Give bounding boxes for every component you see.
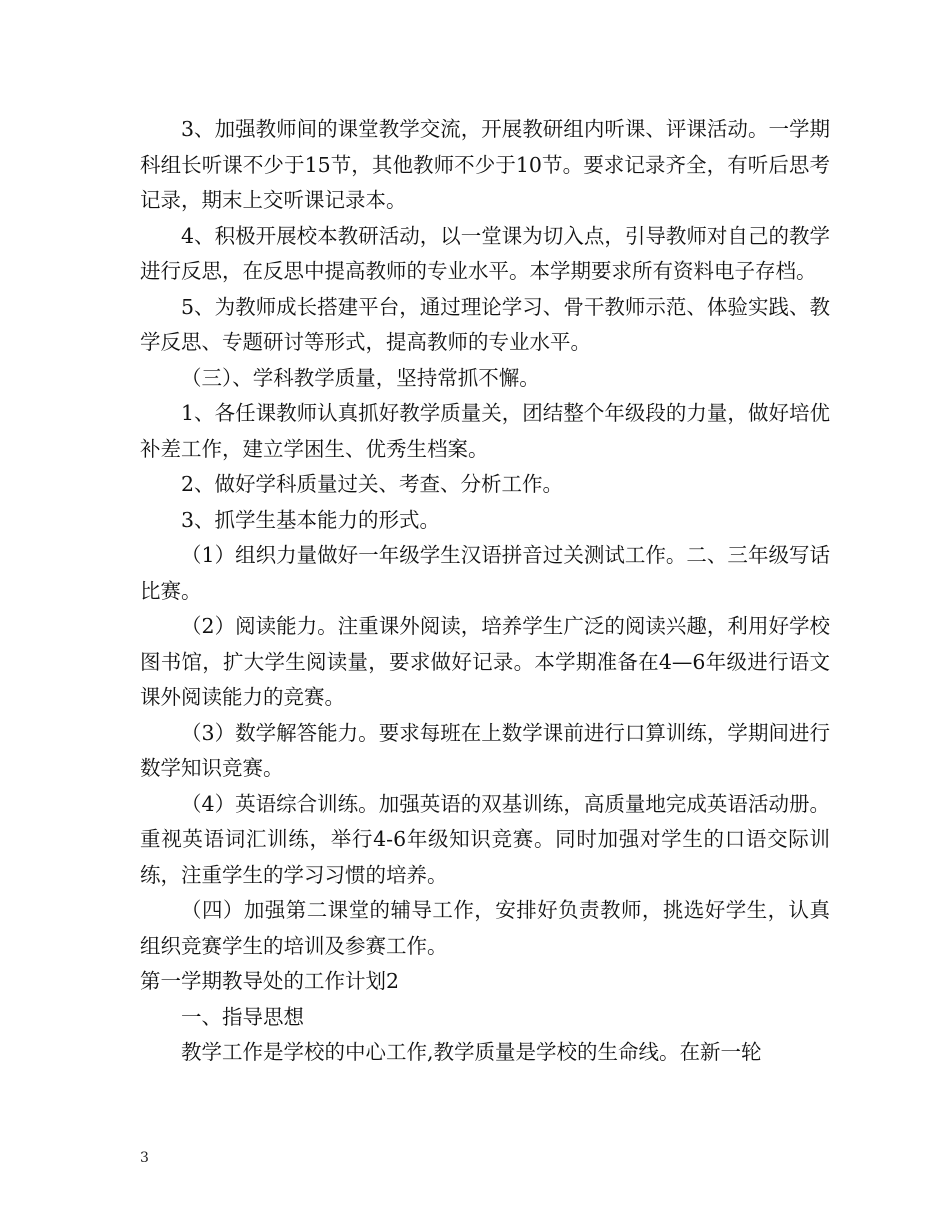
paragraph-teacher-platform: 5、为教师成长搭建平台，通过理论学习、骨干教师示范、体验实践、教学反思、专题研讨等形式，提高教师的专业水平。 xyxy=(140,294,830,354)
paragraph-subject-checks: 2、做好学科质量过关、考查、分析工作。 xyxy=(181,472,564,496)
section-heading-second-classroom: （四）加强第二课堂的辅导工作，安排好负责教师，挑选好学生，认真组织竞赛学生的培训及参赛工作。 xyxy=(140,898,830,958)
paragraph-guiding-thought: 教学工作是学校的中心工作,教学质量是学校的生命线。在新一轮 xyxy=(181,1040,762,1064)
section-heading-guiding-thought: 一、指导思想 xyxy=(181,1004,304,1029)
document-body xyxy=(140,112,830,1071)
paragraph-basic-abilities: 3、抓学生基本能力的形式。 xyxy=(181,507,441,532)
list-item-pinyin-test: （1）组织力量做好一年级学生汉语拼音过关测试工作。二、三年级写话比赛。 xyxy=(140,543,830,603)
list-item-english-training: （4）英语综合训练。加强英语的双基训练，高质量地完成英语活动册。重视英语词汇训练，举行4-6年级知识竞赛。同时加强对学生的口语交际训练，注重学生的学习习惯的培养。 xyxy=(140,791,830,887)
page-number: 3 xyxy=(140,1150,149,1166)
list-item-math-ability: （3）数学解答能力。要求每班在上数学课前进行口算训练，学期间进行数学知识竞赛。 xyxy=(140,720,830,780)
paragraph-classroom-exchange: 3、加强教师间的课堂教学交流，开展教研组内听课、评课活动。一学期科组长听课不少于15节，其他教师不少于10节。要求记录齐全，有听后思考记录，期末上交听课记录本。 xyxy=(140,117,830,212)
document-title-plan-2: 第一学期教导处的工作计划2 xyxy=(140,969,400,993)
paragraph-quality-control: 1、各任课教师认真抓好教学质量关，团结整个年级段的力量，做好培优补差工作，建立学困生、优秀生档案。 xyxy=(140,401,830,461)
section-heading-teaching-quality: （三）、学科教学质量，坚持常抓不懈。 xyxy=(181,365,540,390)
list-item-reading-ability: （2）阅读能力。注重课外阅读，培养学生广泛的阅读兴趣，利用好学校图书馆，扩大学生阅读量，要求做好记录。本学期准备在4—6年级进行语文课外阅读能力的竞赛。 xyxy=(140,614,830,709)
paragraph-school-research: 4、积极开展校本教研活动，以一堂课为切入点，引导教师对自己的教学进行反思，在反思中提高教师的专业水平。本学期要求所有资料电子存档。 xyxy=(140,223,830,283)
